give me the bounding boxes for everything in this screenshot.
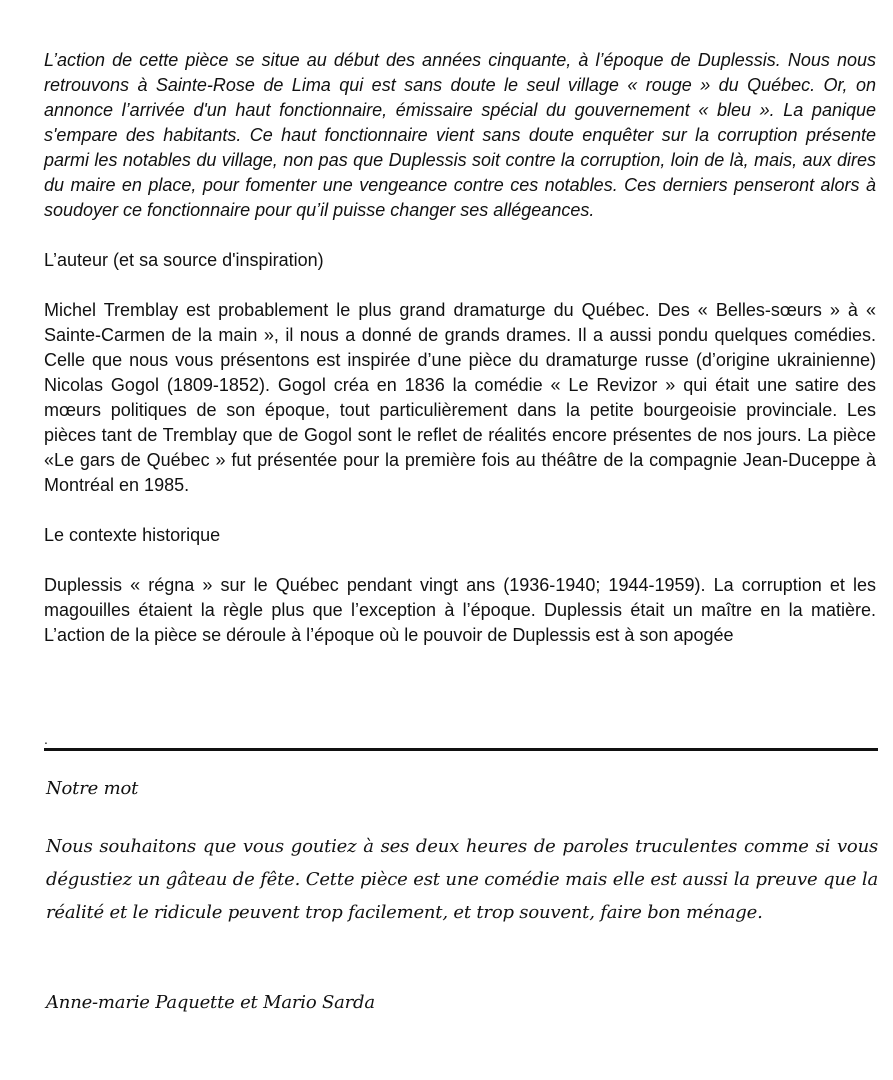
divider-dot: . <box>44 731 48 747</box>
notre-mot-heading: Notre mot <box>46 778 139 799</box>
intro-paragraph: L’action de cette pièce se situe au début des années cinquante, à l’époque de Duplessis. Nous nous retrouvons à Sainte-Rose de Lima qui est sans doute le seul village « rouge » du Québec. Or, on annonce l’arrivée d'un haut fonctionnaire, émissaire spécial du gouvernement « bleu ». La panique s'empare des habitants. Ce haut fonctionnaire vient sans doute enquêter sur la corruption présente parmi les notables du village, non pas que Duplessis soit contre la corruption, loin de là, mais, aux dires du maire en place, pour fomenter une vengeance contre ces notables. Ces derniers penseront alors à soudoyer ce fonctionnaire pour qu’il puisse changer ses allégeances. <box>44 50 876 220</box>
notre-mot-paragraph: Nous souhaitons que vous goutiez à ses deux heures de paroles truculentes comme si vous dégustiez un gâteau de fête. Cette pièce est une comédie mais elle est aussi la preuve que la réalité et le ridicule peuvent trop facilement, et trop souvent, faire bon ménage. <box>46 836 878 923</box>
author-paragraph: Michel Tremblay est probablement le plus grand dramaturge du Québec. Des « Belles-sœurs » à « Sainte-Carmen de la main », il nous a donné de grands drames. Il a aussi pondu quelques comédies. Celle que nous vous présentons est inspirée d’une pièce du dramaturge russe (d’origine ukrainienne) Nicolas Gogol (1809-1852). Gogol créa en 1836 la comédie « Le Revizor » qui était une satire des mœurs politiques de son époque, tout particulièrement dans la petite bourgeoisie provinciale. Les pièces tant de Tremblay que de Gogol sont le reflet de réalités encore présentes de nos jours. La pièce «Le gars de Québec » fut présentée pour la première fois au théâtre de la compagnie Jean-Duceppe à Montréal en 1985. <box>44 300 876 495</box>
main-text <box>44 48 876 648</box>
signature: Anne-marie Paquette et Mario Sarda <box>46 992 375 1013</box>
author-heading: L’auteur (et sa source d'inspiration) <box>44 250 324 270</box>
context-heading: Le contexte historique <box>44 525 221 545</box>
context-paragraph: Duplessis « régna » sur le Québec pendant vingt ans (1936-1940; 1944-1959). La corruption et les magouilles étaient la règle plus que l’exception à l’époque. Duplessis était un maître en la matière. L’action de la pièce se déroule à l’époque où le pouvoir de Duplessis est à son apogée <box>44 575 876 645</box>
horizontal-rule <box>44 748 878 751</box>
